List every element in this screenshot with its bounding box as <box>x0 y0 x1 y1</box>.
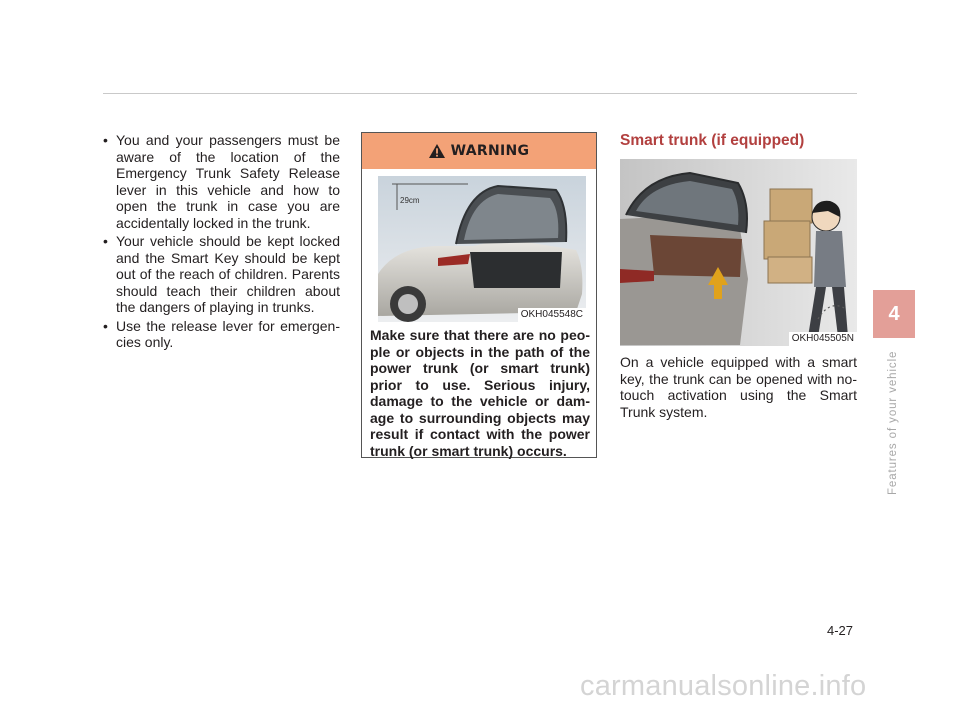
bullet-item <box>103 132 340 231</box>
left-column <box>103 132 340 353</box>
bullet-text: Your vehicle should be kept locked and the Smart Key should be kept out of the reach of children. Parents should teach their children about the dangers of playing in trunks. <box>116 233 340 315</box>
bullet-item <box>103 233 340 316</box>
bullet-dot: • <box>103 233 108 249</box>
figure-code: OKH045505N <box>789 332 857 346</box>
page-number: 4-27 <box>827 623 854 638</box>
bullet-text: Use the release lever for emergen-cies only. <box>116 317 340 350</box>
warning-triangle-icon <box>429 144 445 158</box>
svg-text:29cm: 29cm <box>400 196 420 205</box>
bullet-text: You and your passengers must be aware of the location of the Emergency Trunk Safety Release lever in this vehicle and how to open the trunk in case you are accidentally locked in the trunk. <box>116 132 340 231</box>
bullet-dot: • <box>103 317 108 334</box>
figure-code: OKH045548C <box>518 308 586 322</box>
bullet-item <box>103 318 340 351</box>
person-with-boxes-drawing <box>620 159 857 346</box>
chapter-label: Features of your vehicle <box>887 350 899 495</box>
open-trunk-illustration <box>378 176 586 322</box>
bullet-dot: • <box>103 132 108 148</box>
warning-text: Make sure that there are no peo-ple or objects in the path of the power trunk (or smart trunk) prior to use. Serious injury, damage to the vehicle or dam-age to surrounding objects may result if contact with the power trunk (or smart trunk) occurs. <box>370 327 590 459</box>
chapter-tab: 4 <box>873 290 915 338</box>
trunk-clearance-drawing <box>378 176 586 322</box>
watermark: carmanualsonline.info <box>580 670 867 702</box>
warning-title: WARNING <box>450 143 530 159</box>
top-divider <box>103 93 857 94</box>
smart-trunk-description: On a vehicle equipped with a smart key, the trunk can be opened with no-touch activation using the Smart Trunk system. <box>620 354 857 420</box>
section-title: Smart trunk (if equipped) <box>620 132 805 149</box>
smart-trunk-illustration <box>620 159 857 346</box>
warning-box <box>361 132 597 458</box>
warning-header <box>362 133 596 169</box>
